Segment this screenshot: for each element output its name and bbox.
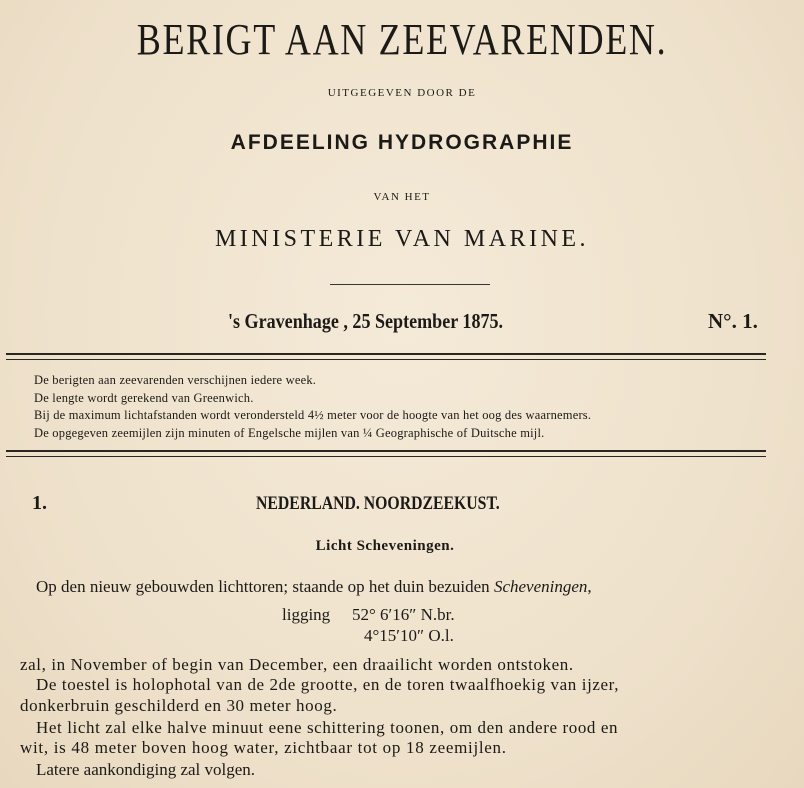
body-line: Het licht zal elke halve minuut eene schittering toonen, om den andere rood en [36, 718, 619, 737]
body-line: wit, is 48 meter boven hoog water, zichtbaar tot op 18 zeemijlen. [20, 738, 507, 757]
place-name: Scheveningen [493, 577, 588, 596]
issue-number: N°. 1. [708, 309, 758, 333]
section-subtitle: Licht Scheveningen. [315, 538, 455, 554]
divider-double [6, 353, 766, 360]
page-title: BERIGT AAN ZEEVARENDEN. [136, 15, 668, 64]
section-title: NEDERLAND. NOORDZEEKUST. [256, 493, 500, 514]
body-line [36, 577, 592, 597]
notice-line: De berigten aan zeevarenden verschijnen iedere week. [34, 373, 317, 387]
body-line: Latere aankondiging zal volgen. [36, 760, 256, 779]
divider [330, 284, 490, 285]
notice-line: De lengte wordt gerekend van Greenwich. [34, 391, 254, 405]
position-label: ligging [282, 605, 331, 624]
ministry-name: MINISTERIE VAN MARINE. [214, 226, 590, 252]
divider-double [6, 450, 766, 457]
body-line: De toestel is holophotal van de 2de grootte, en de toren twaalfhoekig van ijzer, [36, 675, 620, 694]
department-name: AFDEELING HYDROGRAPHIE [230, 131, 574, 154]
dateline: 's Gravenhage , 25 September 1875. [228, 309, 504, 333]
punctuation: , [587, 577, 592, 596]
body-line: donkerbruin geschilderd en 30 meter hoog. [20, 696, 338, 715]
body-line: zal, in November of begin van December, een draailicht worden ontstoken. [20, 655, 574, 674]
published-by-line: UITGEGEVEN DOOR DE [327, 87, 477, 99]
notice-line: Bij de maximum lichtafstanden wordt verondersteld 4½ meter voor de hoogte van het oog des waarnemers. [34, 408, 592, 422]
body-text-start: Op den nieuw gebouwden lichttoren; staande op het duin bezuiden [36, 577, 490, 596]
notice-line: De opgegeven zeemijlen zijn minuten of Engelsche mijlen van ¼ Geographische of Duitsche mijl. [34, 426, 545, 440]
longitude: 4°15′10″ O.l. [364, 626, 454, 645]
section-number: 1. [32, 492, 47, 514]
latitude: 52° 6′16″ N.br. [352, 605, 455, 624]
of-the-line: VAN HET [373, 191, 431, 203]
